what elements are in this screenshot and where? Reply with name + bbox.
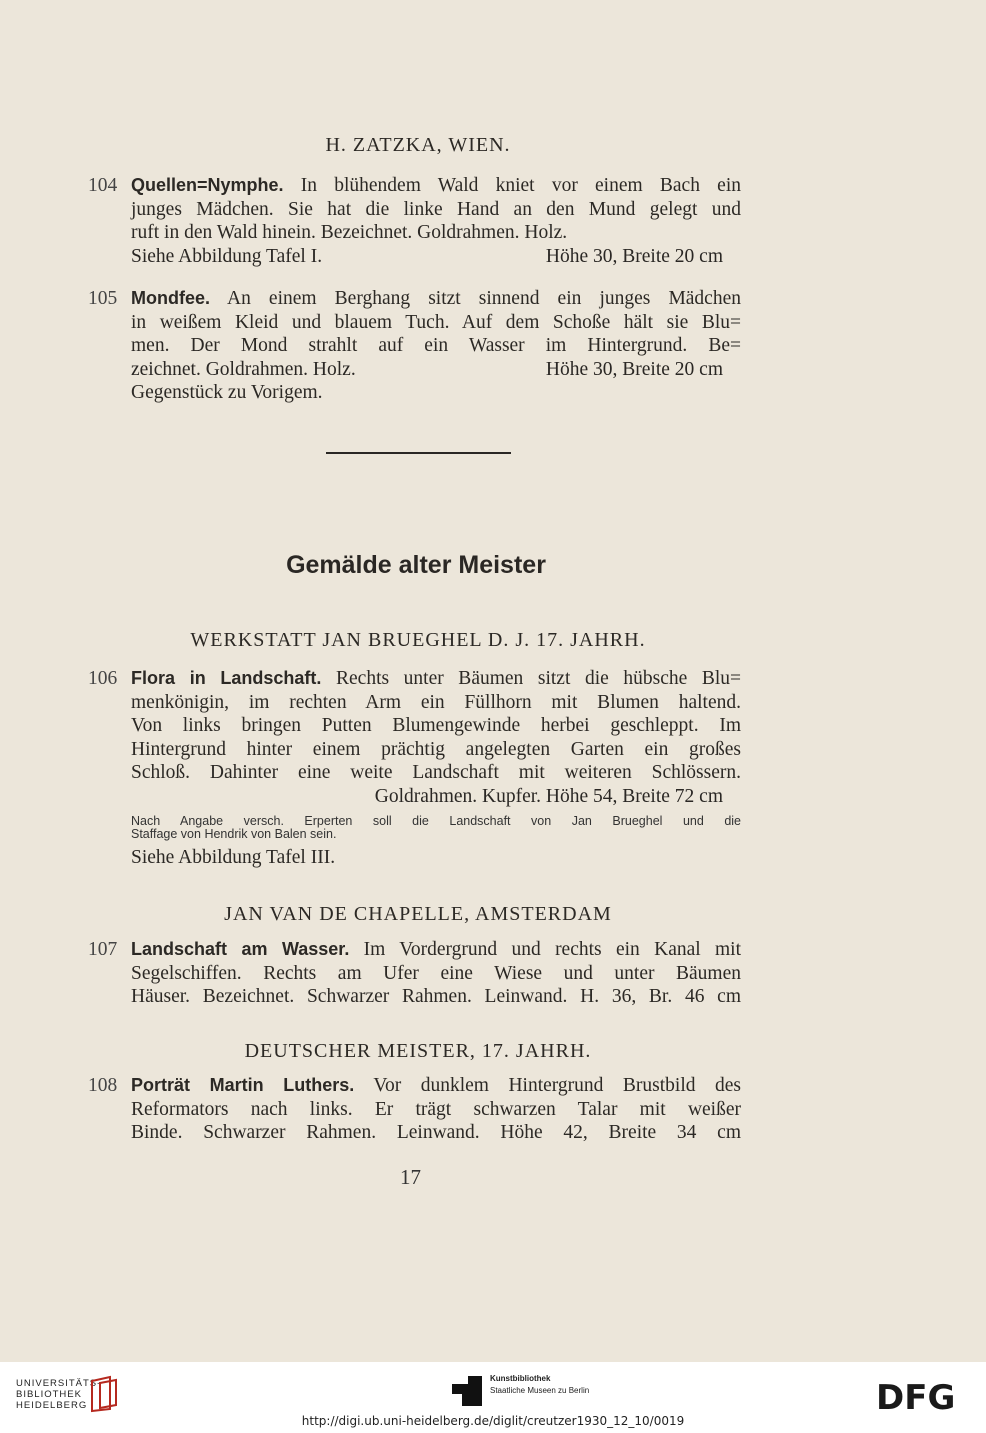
lot-108-line-1: [131, 1074, 741, 1098]
ub-line-1: UNIVERSITÄTS-: [16, 1378, 102, 1389]
artist-heading-zatzka: H. ZATZKA, WIEN.: [325, 134, 511, 156]
lot-106-line-2: menkönigin, im rechten Arm ein Füllhorn mit Blumen haltend.: [131, 691, 741, 713]
lot-106-note-2: Staffage von Hendrik von Balen sein.: [131, 827, 337, 841]
artist-heading-brueghel: WERKSTATT JAN BRUEGHEL D. J. 17. JAHRH.: [190, 629, 646, 651]
lot-107-line-3: Häuser. Bezeichnet. Schwarzer Rahmen. Leinwand. H. 36, Br. 46 cm: [131, 986, 741, 1007]
lot-105-dims: Höhe 30, Breite 20 cm: [545, 358, 723, 380]
lot-105-line-4: zeichnet. Goldrahmen. Holz.: [131, 358, 356, 380]
lot-105-line-2: in weißem Kleid und blauem Tuch. Auf dem Schoße hält sie Blu=: [131, 311, 741, 333]
kunstbibliothek-logo-icon: [452, 1376, 482, 1406]
ub-heidelberg-logo-icon: [88, 1375, 120, 1413]
lot-104-line-3: ruft in den Wald hinein. Bezeichnet. Goldrahmen. Holz.: [131, 222, 568, 243]
lot-107-text-1: Im Vordergrund und rechts ein Kanal mit: [349, 939, 742, 960]
kb-subtitle: Staatliche Museen zu Berlin: [490, 1386, 590, 1395]
lot-104-title: Quellen=Nymphe.: [131, 175, 284, 195]
lot-105-text-1: An einem Berghang sitzt sinnend ein junges Mädchen: [210, 288, 741, 309]
artist-heading-deutscher-meister: DEUTSCHER MEISTER, 17. JAHRH.: [244, 1040, 592, 1062]
artist-heading-chapelle: JAN VAN DE CHAPELLE, AMSTERDAM: [224, 903, 612, 925]
lot-106-note-1: Nach Angabe versch. Erperten soll die Landschaft von Jan Brueghel und die: [131, 814, 741, 828]
lot-106-dims: Goldrahmen. Kupfer. Höhe 54, Breite 72 cm: [374, 785, 723, 807]
lot-106-line-4: Hintergrund hinter einem prächtig angelegten Garten ein großes: [131, 738, 741, 760]
lot-105-title: Mondfee.: [131, 288, 210, 308]
lot-106-text-1: Rechts unter Bäumen sitzt die hübsche Blu=: [321, 668, 741, 689]
section-title: Gemälde alter Meister: [286, 551, 546, 579]
ub-line-2: BIBLIOTHEK: [16, 1389, 82, 1400]
lot-104-text-1: In blühendem Wald kniet vor einem Bach ein: [283, 175, 741, 196]
lot-106-line-3: Von links bringen Putten Blumengewinde herbei geschleppt. Im: [131, 715, 741, 736]
lot-106-line-1: [131, 667, 741, 691]
lot-number-105: 105: [88, 288, 118, 309]
ub-line-3: HEIDELBERG: [16, 1400, 88, 1411]
lot-number-107: 107: [88, 939, 118, 960]
lot-108-line-3: Binde. Schwarzer Rahmen. Leinwand. Höhe 42, Breite 34 cm: [131, 1122, 741, 1143]
lot-number-108: 108: [88, 1075, 118, 1096]
lot-104-line-1: [131, 174, 741, 198]
lot-104-line-2: junges Mädchen. Sie hat die linke Hand an den Mund gelegt und: [131, 198, 741, 220]
lot-107-title: Landschaft am Wasser.: [131, 939, 350, 959]
lot-106-title: Flora in Landschaft.: [131, 668, 322, 688]
section-divider: [326, 452, 511, 454]
kunstbibliothek-label: [490, 1373, 589, 1397]
lot-106-ref: Siehe Abbildung Tafel III.: [131, 847, 336, 868]
footer-bar: [0, 1362, 986, 1433]
lot-108-line-2: Reformators nach links. Er trägt schwarzen Talar mit weißer: [131, 1098, 741, 1120]
source-url[interactable]: http://digi.ub.uni-heidelberg.de/diglit/creutzer1930_12_10/0019: [301, 1414, 685, 1428]
kb-title: Kunstbibliothek: [490, 1374, 551, 1383]
dfg-logo-icon: [876, 1380, 972, 1412]
lot-number-106: 106: [88, 668, 118, 689]
lot-108-title: Porträt Martin Luthers.: [131, 1075, 355, 1095]
lot-105-note: Gegenstück zu Vorigem.: [131, 382, 323, 403]
lot-105-line-1: [131, 287, 741, 311]
lot-106-line-5: Schloß. Dahinter eine weite Landschaft mit weiteren Schlössern.: [131, 762, 741, 783]
page-number: 17: [400, 1165, 421, 1189]
lot-108-text-1: Vor dunklem Hintergrund Brustbild des: [354, 1075, 741, 1096]
lot-107-line-1: [131, 938, 741, 962]
lot-104-ref: Siehe Abbildung Tafel I.: [131, 245, 323, 267]
dfg-logo-text: DFG: [876, 1380, 956, 1412]
lot-105-line-3: men. Der Mond strahlt auf ein Wasser im Hintergrund. Be=: [131, 335, 741, 356]
lot-107-line-2: Segelschiffen. Rechts am Ufer eine Wiese und unter Bäumen: [131, 962, 741, 984]
lot-104-dims: Höhe 30, Breite 20 cm: [545, 245, 723, 267]
lot-number-104: 104: [88, 175, 118, 196]
